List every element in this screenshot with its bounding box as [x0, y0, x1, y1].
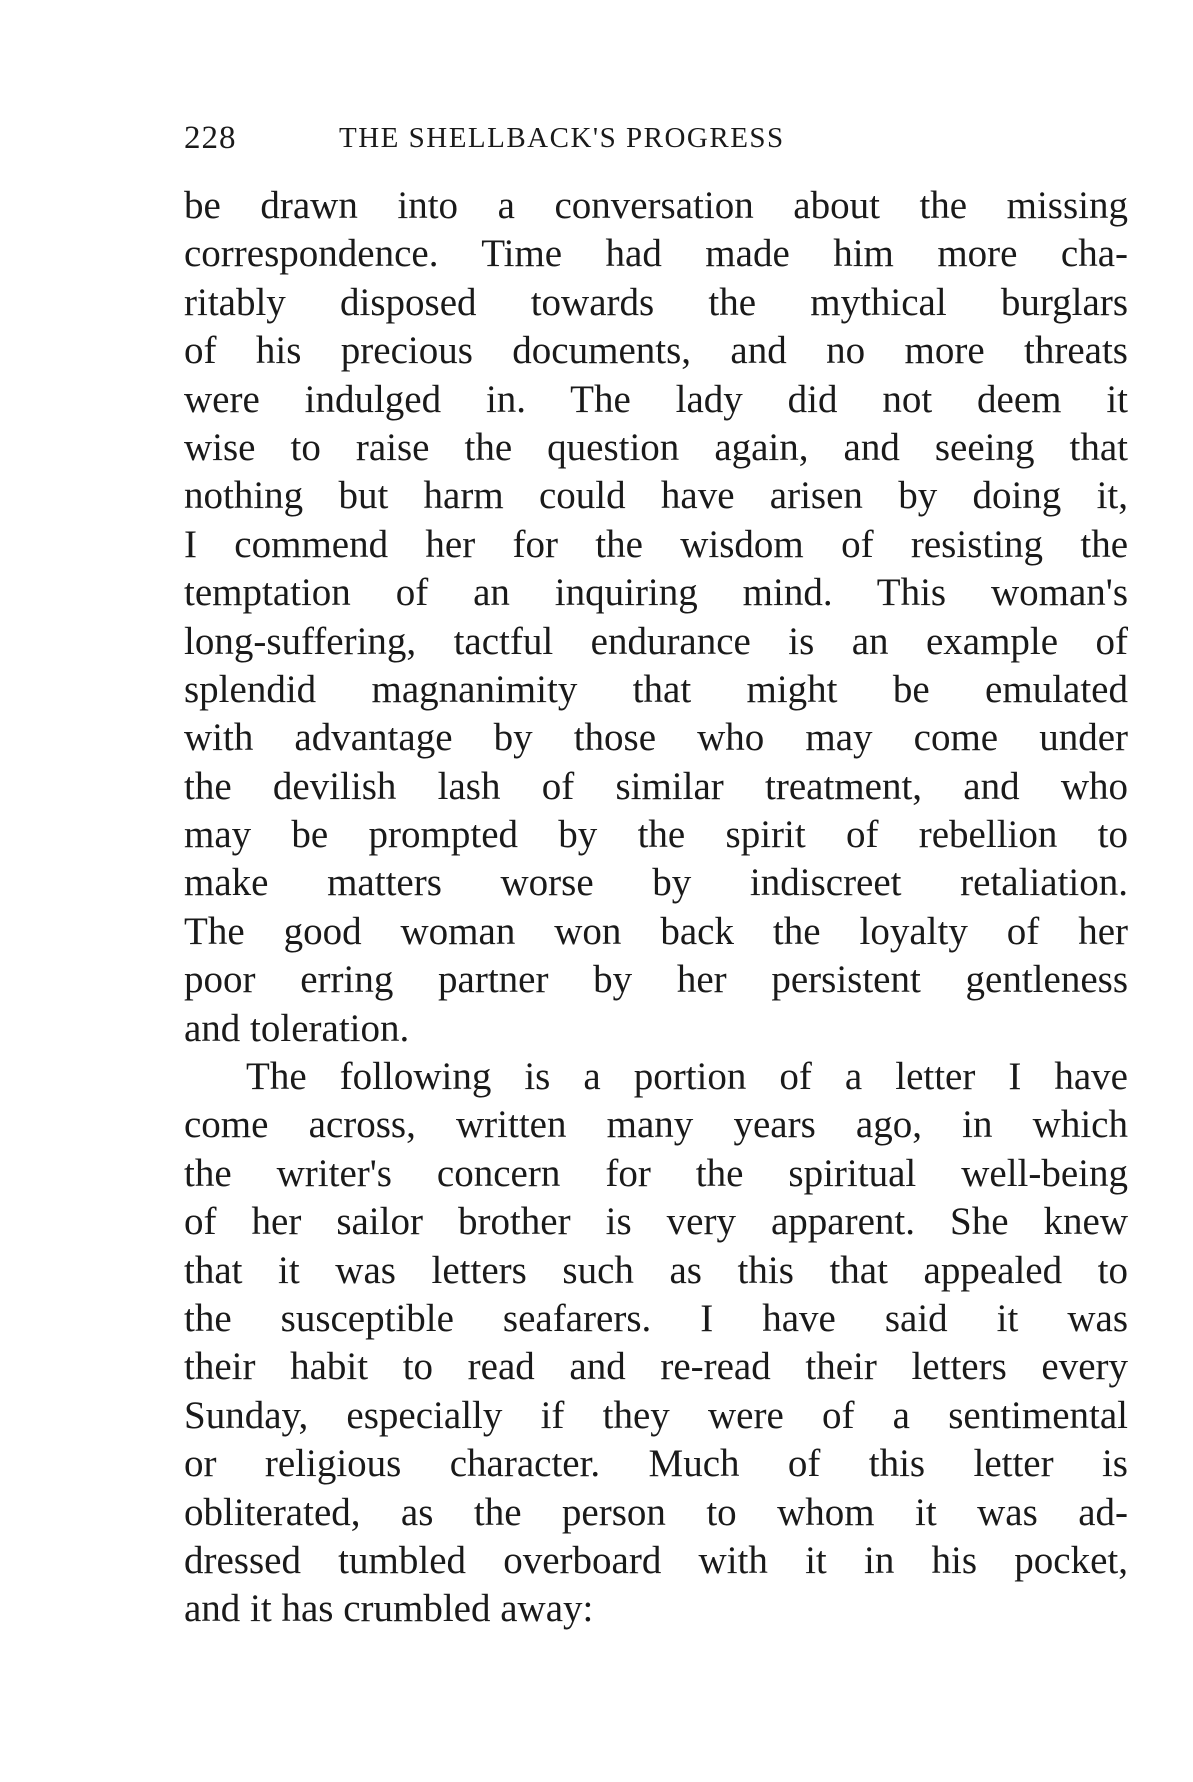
- text-line: nothing but harm could have arisen by doing it,: [184, 474, 1128, 518]
- text-line: of his precious documents, and no more threats: [184, 329, 1128, 373]
- text-line: make matters worse by indiscreet retaliation.: [184, 861, 1128, 905]
- text-line: come across, written many years ago, in which: [184, 1103, 1128, 1147]
- text-line: long-suffering, tactful endurance is an example of: [184, 619, 1128, 663]
- running-title: THE SHELLBACK'S PROGRESS: [339, 122, 785, 154]
- text-line: that it was letters such as this that appealed to: [184, 1248, 1128, 1292]
- paragraph-1: [184, 182, 1128, 1053]
- running-header: [184, 120, 1010, 170]
- text-line: splendid magnanimity that might be emulated: [184, 667, 1128, 711]
- text-line: Sunday, especially if they were of a sentimental: [184, 1393, 1128, 1437]
- text-line: The good woman won back the loyalty of her: [184, 909, 1128, 953]
- text-line: correspondence. Time had made him more cha-: [184, 232, 1128, 276]
- text-line: or religious character. Much of this letter is: [184, 1442, 1128, 1486]
- text-line: poor erring partner by her persistent gentleness: [184, 958, 1128, 1002]
- text-line: wise to raise the question again, and seeing that: [184, 425, 1128, 469]
- text-line: I commend her for the wisdom of resisting the: [184, 522, 1128, 566]
- text-line: the susceptible seafarers. I have said it was: [184, 1296, 1128, 1340]
- text-line: ritably disposed towards the mythical burglars: [184, 280, 1128, 324]
- text-line: were indulged in. The lady did not deem it: [184, 377, 1128, 421]
- page-number: 228: [184, 120, 237, 156]
- text-line: temptation of an inquiring mind. This woman's: [184, 571, 1128, 615]
- text-line: the devilish lash of similar treatment, and who: [184, 764, 1128, 808]
- text-line: obliterated, as the person to whom it was ad-: [184, 1490, 1128, 1534]
- paragraph-2: [184, 1053, 1128, 1634]
- text-line: of her sailor brother is very apparent. She knew: [184, 1200, 1128, 1244]
- text-line: may be prompted by the spirit of rebellion to: [184, 813, 1128, 857]
- text-line: their habit to read and re-read their letters every: [184, 1345, 1128, 1389]
- text-line: and it has crumbled away:: [184, 1587, 594, 1631]
- text-line: the writer's concern for the spiritual well-being: [184, 1151, 1128, 1195]
- text-line: dressed tumbled overboard with it in his pocket,: [184, 1538, 1128, 1582]
- text-line: The following is a portion of a letter I have: [246, 1055, 1128, 1099]
- text-line: and toleration.: [184, 1006, 410, 1050]
- text-line: be drawn into a conversation about the missing: [184, 184, 1128, 227]
- body-text: [184, 182, 1128, 1634]
- text-line: with advantage by those who may come under: [184, 716, 1128, 760]
